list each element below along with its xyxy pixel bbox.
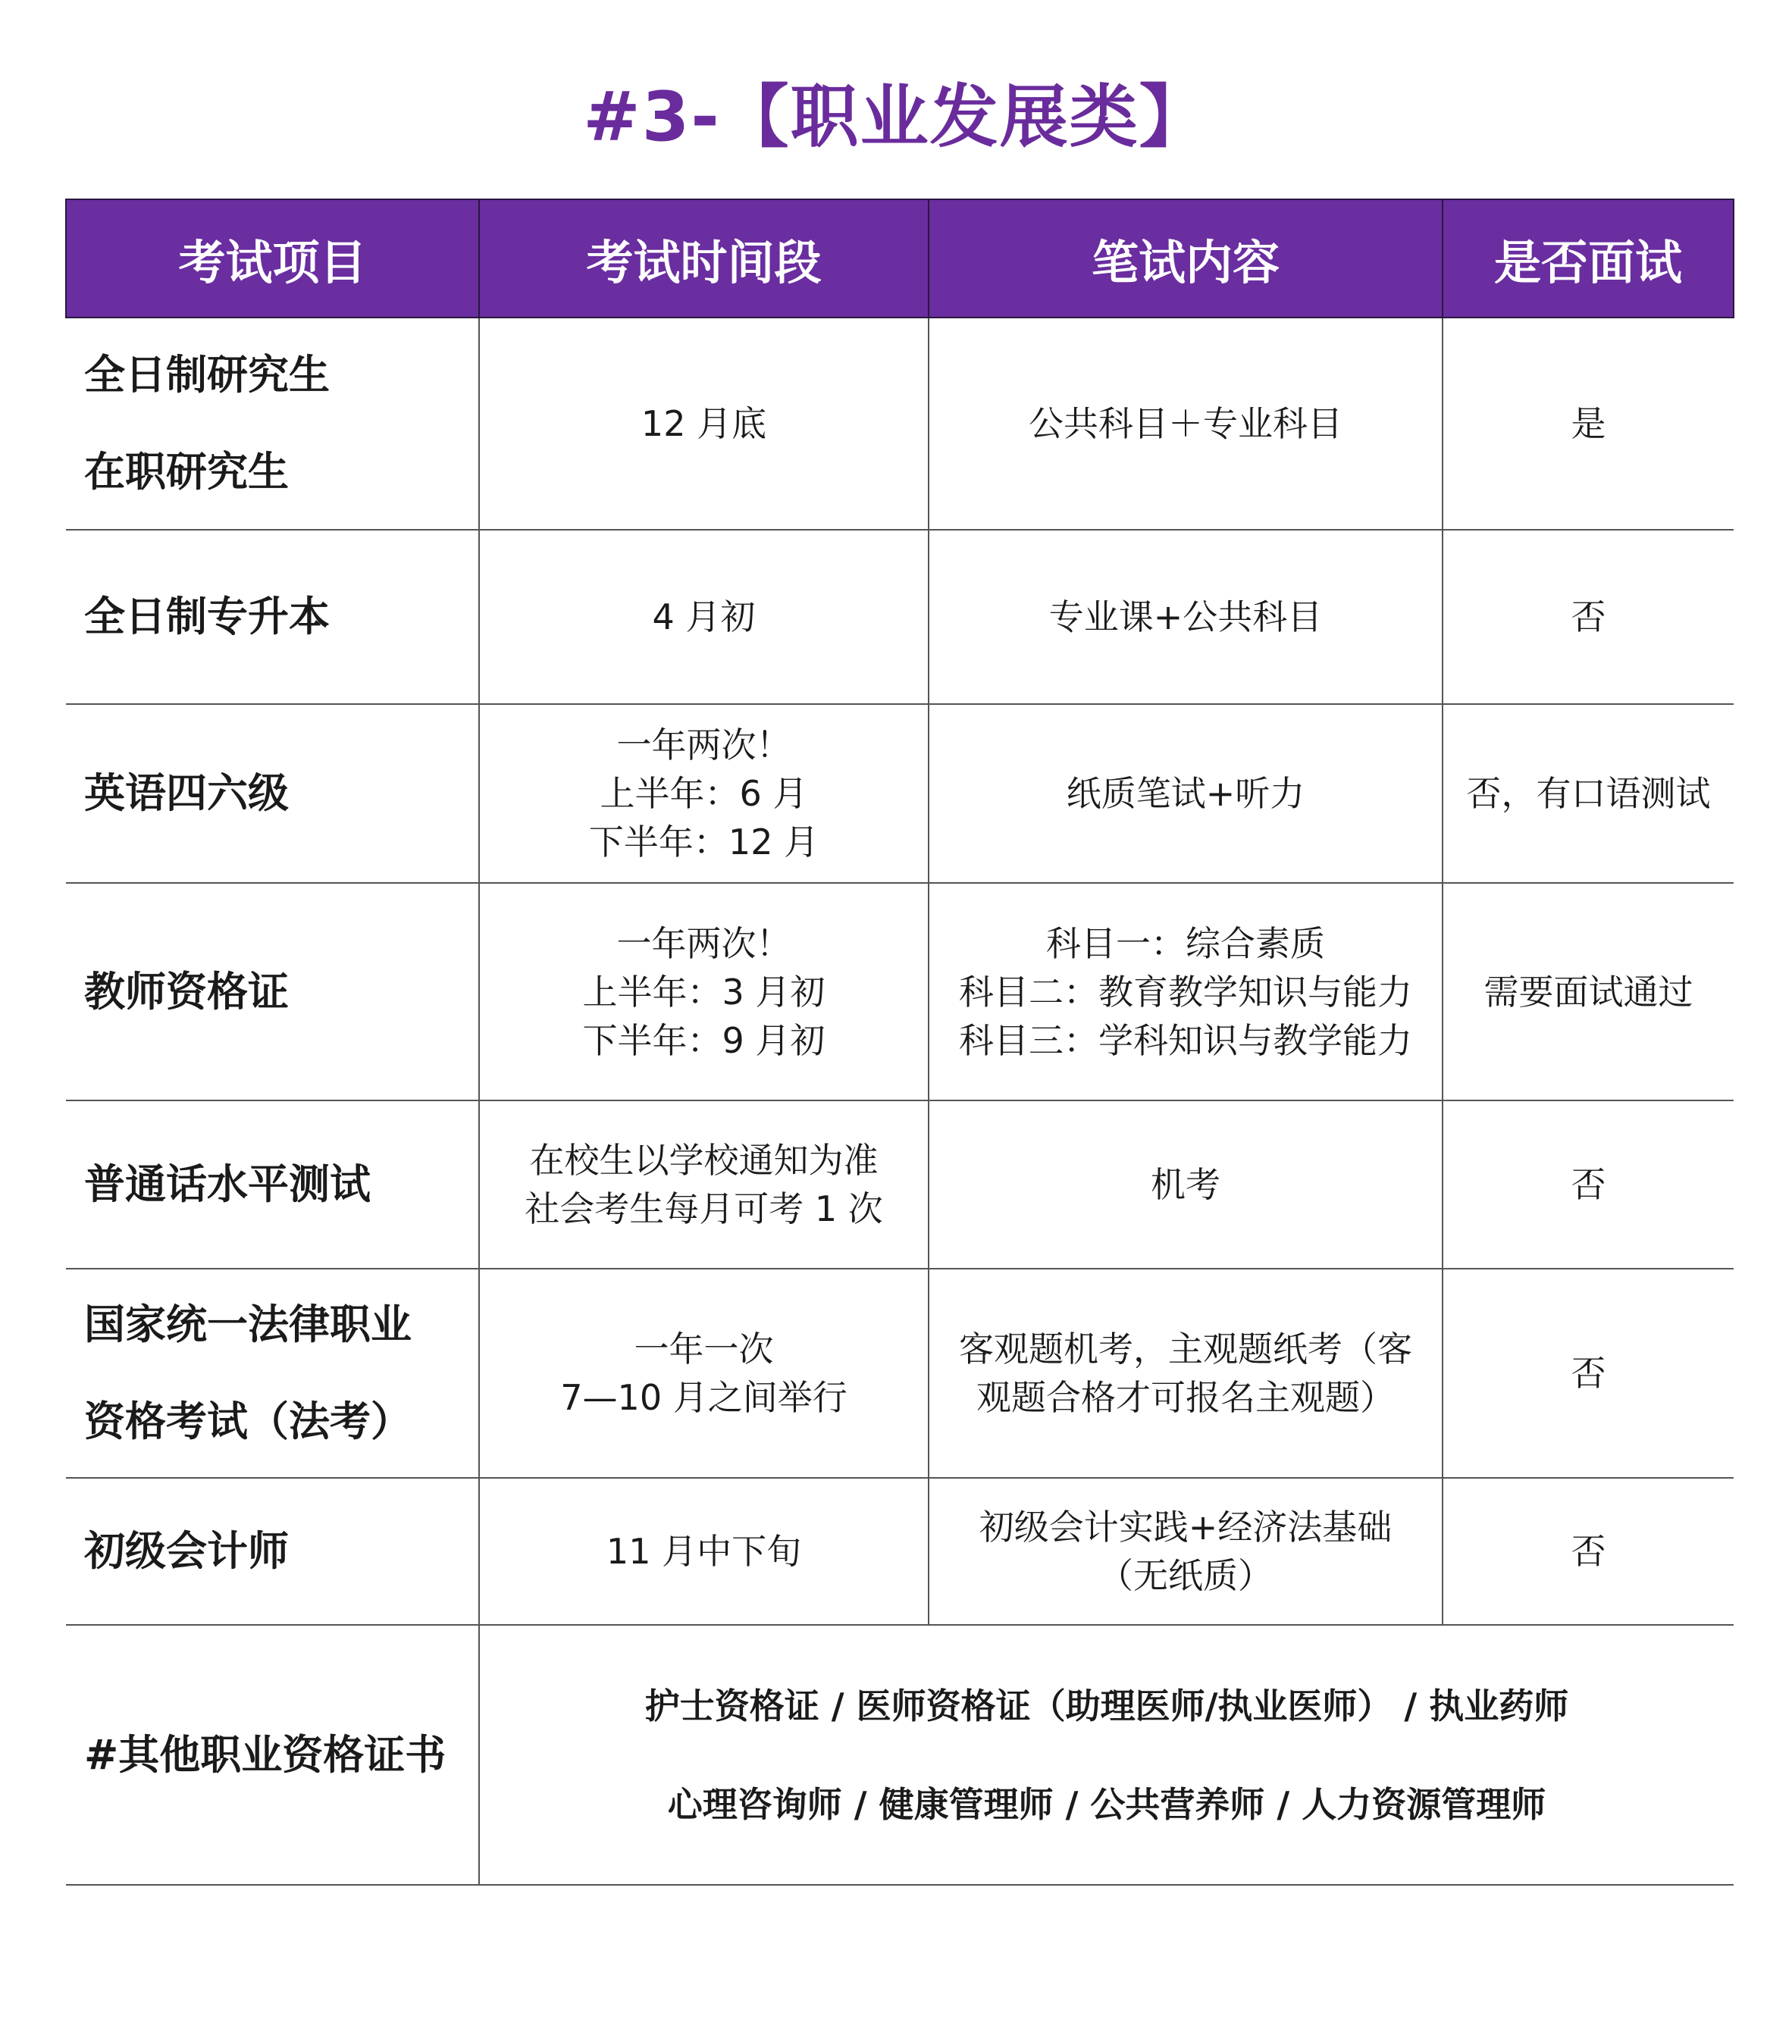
interview-value: 否 — [1443, 530, 1734, 704]
interview-value: 否 — [1443, 1478, 1734, 1625]
table-header-row — [66, 199, 1734, 318]
exam-name-line: 普通话水平测试 — [84, 1160, 371, 1208]
table-row — [66, 1269, 1734, 1478]
table-row — [66, 1478, 1734, 1625]
table-row — [66, 530, 1734, 704]
other-certificates-list — [479, 1625, 1734, 1885]
exam-name — [66, 1100, 479, 1269]
page-title: #3-【职业发展类】 — [583, 77, 1209, 157]
interview-value: 否 — [1443, 1100, 1734, 1269]
time-line: 12 月底 — [641, 403, 767, 444]
content-line: （无纸质） — [1098, 1555, 1273, 1596]
time-line: 上半年：6 月 — [600, 773, 808, 814]
content-line: 科目一：综合素质 — [1046, 922, 1325, 964]
certificates-line: 心理咨询师 / 健康管理师 / 公共营养师 / 人力资源管理师 — [667, 1783, 1546, 1825]
exam-name-line: 全日制研究生 — [84, 351, 330, 399]
exam-content — [929, 1100, 1443, 1269]
table-row — [66, 883, 1734, 1100]
content-line: 观题合格才可报名主观题） — [976, 1377, 1395, 1418]
content-line: 机考 — [1151, 1164, 1220, 1205]
certificates-line: 护士资格证 / 医师资格证（助理医师/执业医师） / 执业药师 — [644, 1685, 1569, 1726]
exam-content — [929, 1478, 1443, 1625]
table-row — [66, 704, 1734, 883]
exam-time — [479, 1478, 929, 1625]
time-line: 一年一次 — [634, 1329, 774, 1369]
time-line: 在校生以学校通知为准 — [529, 1140, 879, 1181]
time-line: 社会考生每月可考 1 次 — [525, 1188, 883, 1229]
exam-time — [479, 318, 929, 530]
exam-name — [66, 704, 479, 883]
exam-name-line: 资格考试（法考） — [84, 1398, 412, 1445]
exam-content — [929, 883, 1443, 1100]
exam-name-line: 国家统一法律职业 — [84, 1301, 412, 1348]
header-interview: 是否面试 — [1443, 199, 1734, 318]
content-line: 纸质笔试+听力 — [1066, 773, 1305, 814]
exam-name — [66, 530, 479, 704]
interview-value: 否，有口语测试 — [1443, 704, 1734, 883]
exam-name-line: 全日制专升本 — [84, 593, 330, 640]
exam-time — [479, 883, 929, 1100]
exam-name-line: 英语四六级 — [84, 769, 289, 817]
content-line: 客观题机考，主观题纸考（客 — [959, 1329, 1412, 1369]
time-line: 上半年：3 月初 — [582, 971, 826, 1013]
interview-value: 是 — [1443, 318, 1734, 530]
exam-content — [929, 1269, 1443, 1478]
content-line: 公共科目＋专业科目 — [1029, 403, 1342, 444]
exam-name-line: 在职研究生 — [84, 448, 289, 496]
content-line: 专业课+公共科目 — [1048, 596, 1323, 637]
time-line: 11 月中下旬 — [606, 1531, 802, 1572]
exam-content — [929, 704, 1443, 883]
exam-name — [66, 883, 479, 1100]
exam-time — [479, 1269, 929, 1478]
other-certificates-label: #其他职业资格证书 — [66, 1625, 479, 1885]
exam-content — [929, 530, 1443, 704]
exam-table — [65, 199, 1734, 1886]
header-written-content: 笔试内容 — [929, 199, 1443, 318]
table-row — [66, 318, 1734, 530]
exam-time — [479, 530, 929, 704]
exam-name-line: 初级会计师 — [84, 1527, 289, 1575]
time-line: 一年两次！ — [616, 922, 791, 964]
table-row — [66, 1100, 1734, 1269]
table-row-other-certificates — [66, 1625, 1734, 1885]
exam-content — [929, 318, 1443, 530]
interview-value: 需要面试通过 — [1443, 883, 1734, 1100]
time-line: 4 月初 — [652, 596, 756, 637]
exam-name — [66, 1269, 479, 1478]
content-line: 科目三：学科知识与教学能力 — [959, 1019, 1412, 1061]
header-exam-period: 考试时间段 — [479, 199, 929, 318]
exam-time — [479, 704, 929, 883]
exam-name — [66, 1478, 479, 1625]
time-line: 一年两次！ — [616, 725, 791, 765]
content-line: 科目二：教育教学知识与能力 — [959, 971, 1412, 1013]
exam-time — [479, 1100, 929, 1269]
header-exam-item: 考试项目 — [66, 199, 479, 318]
content-line: 初级会计实践+经济法基础 — [979, 1507, 1393, 1548]
exam-name-line: 教师资格证 — [84, 967, 289, 1016]
time-line: 7—10 月之间举行 — [560, 1377, 847, 1418]
exam-name — [66, 318, 479, 530]
time-line: 下半年：9 月初 — [582, 1019, 826, 1061]
interview-value: 否 — [1443, 1269, 1734, 1478]
time-line: 下半年：12 月 — [588, 822, 819, 862]
